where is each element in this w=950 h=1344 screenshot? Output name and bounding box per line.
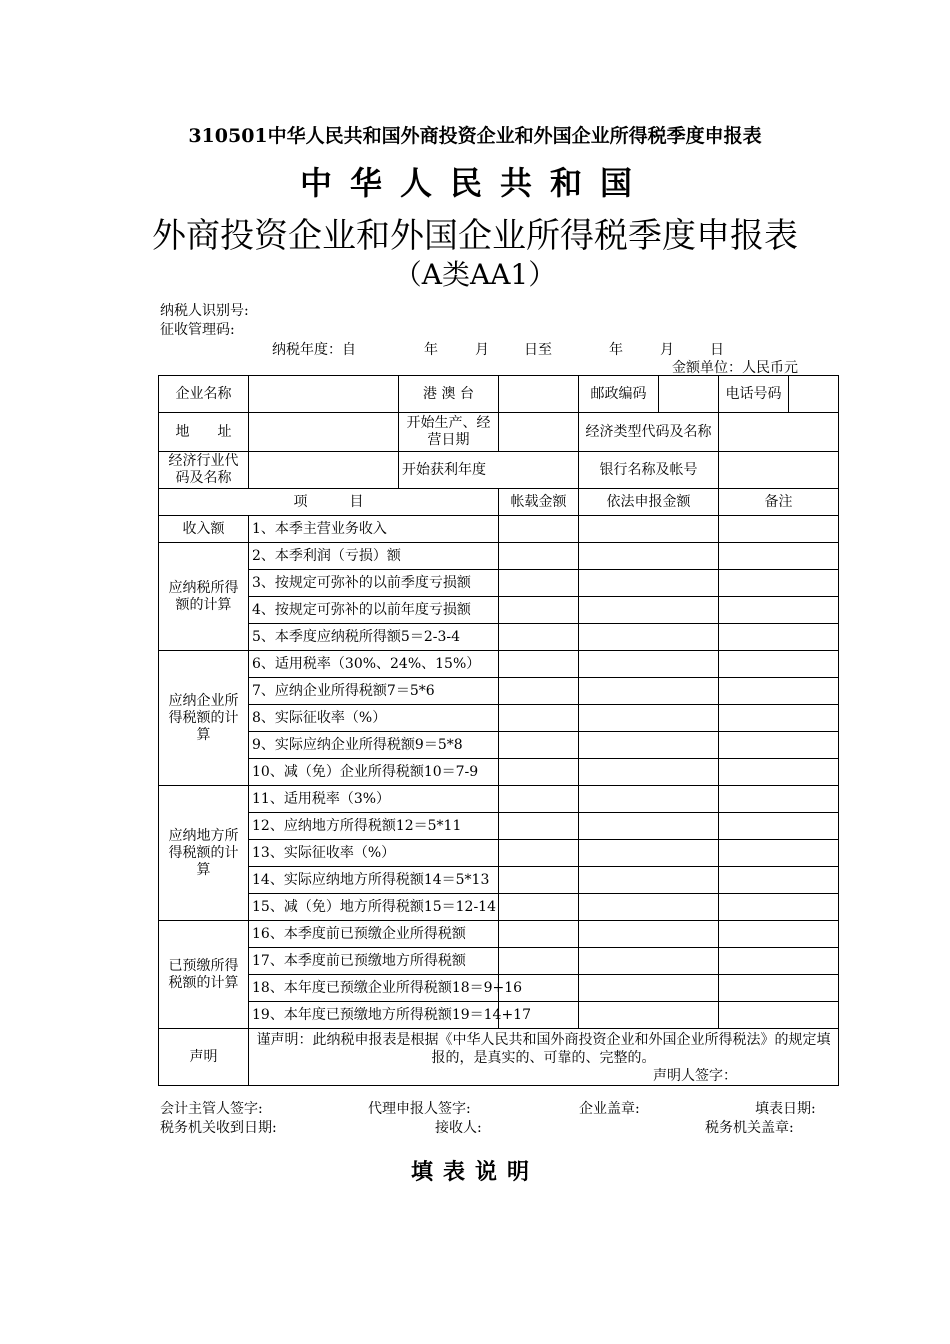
declared-amount-cell[interactable] — [579, 867, 719, 894]
remark-cell[interactable] — [719, 948, 839, 975]
book-amount-cell[interactable] — [499, 705, 579, 732]
row-label: 15、减（免）地方所得税额15＝12-14 — [249, 894, 499, 921]
declared-amount-cell[interactable] — [579, 948, 719, 975]
row-label: 16、本季度前已预缴企业所得税额 — [249, 921, 499, 948]
remark-cell[interactable] — [719, 786, 839, 813]
book-amount-cell[interactable] — [499, 894, 579, 921]
remark-cell[interactable] — [719, 651, 839, 678]
remark-cell[interactable] — [719, 867, 839, 894]
declared-amount-cell[interactable] — [579, 732, 719, 759]
book-amount-cell[interactable] — [499, 948, 579, 975]
book-amount-cell[interactable] — [499, 921, 579, 948]
table-row — [159, 840, 839, 867]
table-row — [159, 624, 839, 651]
declared-amount-cell[interactable] — [579, 813, 719, 840]
econ-type-label: 经济类型代码及名称 — [579, 413, 719, 452]
group-local: 应纳地方所得税额的计算 — [159, 786, 249, 921]
book-amount-cell[interactable] — [499, 840, 579, 867]
row-label: 18、本年度已预缴企业所得税额18＝9+16 — [249, 975, 499, 1002]
table-row — [159, 732, 839, 759]
declaration-form-table — [158, 375, 839, 1086]
company-seal-label: 企业盖章: — [579, 1101, 640, 1117]
row-label: 8、实际征收率（%） — [249, 705, 499, 732]
row-label: 13、实际征收率（%） — [249, 840, 499, 867]
industry-label: 经济行业代码及名称 — [159, 452, 249, 489]
declared-amount-cell[interactable] — [579, 597, 719, 624]
tax-office-received-date-label: 税务机关收到日期: — [160, 1120, 277, 1136]
declared-amount-cell[interactable] — [579, 624, 719, 651]
bank-label: 银行名称及帐号 — [579, 452, 719, 489]
form-main-title: 外商投资企业和外国企业所得税季度申报表 — [152, 216, 798, 256]
industry-value[interactable] — [249, 452, 399, 489]
declared-amount-cell[interactable] — [579, 1002, 719, 1029]
group-declaration: 声明 — [159, 1029, 249, 1086]
book-amount-cell[interactable] — [499, 759, 579, 786]
book-amount-cell[interactable] — [499, 597, 579, 624]
phone-value[interactable] — [789, 376, 839, 413]
econ-type-value[interactable] — [719, 413, 839, 452]
declared-amount-cell[interactable] — [579, 840, 719, 867]
table-row — [159, 921, 839, 948]
group-taxable: 应纳税所得额的计算 — [159, 543, 249, 651]
table-row — [159, 570, 839, 597]
declared-amount-cell[interactable] — [579, 894, 719, 921]
remark-cell[interactable] — [719, 597, 839, 624]
accountant-signature-label: 会计主管人签字: — [160, 1101, 263, 1117]
declared-amount-cell[interactable] — [579, 570, 719, 597]
tax-year-from-month: 月 — [475, 342, 489, 358]
column-header-remark: 备注 — [719, 489, 839, 516]
currency-unit: 金额单位：人民币元 — [672, 360, 798, 376]
table-row — [159, 786, 839, 813]
row-label: 14、实际应纳地方所得税额14＝5*13 — [249, 867, 499, 894]
company-name-label: 企业名称 — [159, 376, 249, 413]
tax-office-seal-label: 税务机关盖章: — [705, 1120, 794, 1136]
declared-amount-cell[interactable] — [579, 543, 719, 570]
fill-date-label: 填表日期: — [755, 1101, 816, 1117]
declared-amount-cell[interactable] — [579, 705, 719, 732]
country-title: 中华人民共和国 — [299, 164, 650, 202]
table-row — [159, 759, 839, 786]
table-row — [159, 894, 839, 921]
book-amount-cell[interactable] — [499, 570, 579, 597]
profit-year-label: 开始获利年度 — [399, 452, 579, 489]
remark-cell[interactable] — [719, 840, 839, 867]
book-amount-cell[interactable] — [499, 786, 579, 813]
table-row — [159, 678, 839, 705]
table-row — [159, 1002, 839, 1029]
instructions-title: 填表说明 — [410, 1159, 539, 1185]
remark-cell[interactable] — [719, 705, 839, 732]
row-label: 6、适用税率（30%、24%、15%） — [249, 651, 499, 678]
tax-year-from-day: 日至 — [524, 342, 552, 358]
table-row — [159, 948, 839, 975]
form-sub-title: （A类AA1） — [393, 258, 557, 291]
row-label: 11、适用税率（3%） — [249, 786, 499, 813]
remark-cell[interactable] — [719, 975, 839, 1002]
company-name-value[interactable] — [249, 376, 399, 413]
column-header-declared: 依法申报金额 — [579, 489, 719, 516]
row-label: 1、本季主营业务收入 — [249, 516, 499, 543]
address-label: 地 址 — [159, 413, 249, 452]
declared-amount-cell[interactable] — [579, 759, 719, 786]
table-row — [159, 813, 839, 840]
row-label: 19、本年度已预缴地方所得税额19＝14+17 — [249, 1002, 499, 1029]
declared-amount-cell[interactable] — [579, 786, 719, 813]
column-header-book: 帐载金额 — [499, 489, 579, 516]
receiver-label: 接收人: — [435, 1120, 482, 1136]
remark-cell[interactable] — [719, 516, 839, 543]
remark-cell[interactable] — [719, 759, 839, 786]
book-amount-cell[interactable] — [499, 678, 579, 705]
table-row — [159, 867, 839, 894]
row-label: 4、按规定可弥补的以前年度亏损额 — [249, 597, 499, 624]
row-label: 2、本季利润（亏损）额 — [249, 543, 499, 570]
book-amount-cell[interactable] — [499, 624, 579, 651]
form-code-title: 310501中华人民共和国外商投资企业和外国企业所得税季度申报表 — [188, 125, 762, 147]
book-amount-cell[interactable] — [499, 813, 579, 840]
row-label: 3、按规定可弥补的以前季度亏损额 — [249, 570, 499, 597]
row-label: 17、本季度前已预缴地方所得税额 — [249, 948, 499, 975]
declared-amount-cell[interactable] — [579, 516, 719, 543]
phone-label: 电话号码 — [719, 376, 789, 413]
address-value[interactable] — [249, 413, 399, 452]
table-row — [159, 543, 839, 570]
remark-cell[interactable] — [719, 894, 839, 921]
group-income: 收入额 — [159, 516, 249, 543]
remark-cell[interactable] — [719, 813, 839, 840]
remark-cell[interactable] — [719, 1002, 839, 1029]
remark-cell[interactable] — [719, 543, 839, 570]
book-amount-cell[interactable] — [499, 651, 579, 678]
table-row — [159, 705, 839, 732]
declared-amount-cell[interactable] — [579, 975, 719, 1002]
start-date-value[interactable] — [499, 413, 579, 452]
table-row — [159, 516, 839, 543]
row-label: 12、应纳地方所得税额12＝5*11 — [249, 813, 499, 840]
tax-year-from-year: 年 — [424, 342, 438, 358]
postal-code-value[interactable] — [659, 376, 719, 413]
row-label: 5、本季度应纳税所得额5＝2-3-4 — [249, 624, 499, 651]
book-amount-cell[interactable] — [499, 516, 579, 543]
table-row — [159, 597, 839, 624]
tax-year-to-month: 月 — [660, 342, 674, 358]
declaration-cell — [249, 1029, 839, 1086]
book-amount-cell[interactable] — [499, 867, 579, 894]
book-amount-cell[interactable] — [499, 732, 579, 759]
tax-year-to-year: 年 — [609, 342, 623, 358]
collection-code-label: 征收管理码: — [160, 322, 235, 338]
tax-year-to-day: 日 — [710, 342, 724, 358]
remark-cell[interactable] — [719, 921, 839, 948]
remark-cell[interactable] — [719, 732, 839, 759]
book-amount-cell[interactable] — [499, 543, 579, 570]
row-label: 10、减（免）企业所得税额10＝7-9 — [249, 759, 499, 786]
hk-macau-taiwan-label: 港 澳 台 — [399, 376, 499, 413]
agent-signature-label: 代理申报人签字: — [368, 1101, 471, 1117]
remark-cell[interactable] — [719, 570, 839, 597]
row-label: 9、实际应纳企业所得税额9＝5*8 — [249, 732, 499, 759]
declared-amount-cell[interactable] — [579, 678, 719, 705]
remark-cell[interactable] — [719, 624, 839, 651]
column-header-item: 项 目 — [159, 489, 499, 516]
declaration-text: 谨声明：此纳税申报表是根据《中华人民共和国外商投资企业和外国企业所得税法》的规定填报的，是真实的、可靠的、完整的。 — [256, 1032, 831, 1066]
table-row — [159, 975, 839, 1002]
tax-year-label: 纳税年度：自 — [272, 342, 356, 358]
taxpayer-id-label: 纳税人识别号: — [160, 303, 249, 319]
declared-amount-cell[interactable] — [579, 921, 719, 948]
hk-macau-taiwan-value[interactable] — [499, 376, 579, 413]
declared-amount-cell[interactable] — [579, 651, 719, 678]
postal-code-label: 邮政编码 — [579, 376, 659, 413]
bank-value[interactable] — [719, 452, 839, 489]
row-label: 7、应纳企业所得税额7＝5*6 — [249, 678, 499, 705]
declarant-signature-label: 声明人签字： — [653, 1068, 737, 1084]
group-prepaid: 已预缴所得税额的计算 — [159, 921, 249, 1029]
remark-cell[interactable] — [719, 678, 839, 705]
start-date-label: 开始生产、经营日期 — [399, 413, 499, 452]
table-row — [159, 651, 839, 678]
group-enterprise: 应纳企业所得税额的计算 — [159, 651, 249, 786]
